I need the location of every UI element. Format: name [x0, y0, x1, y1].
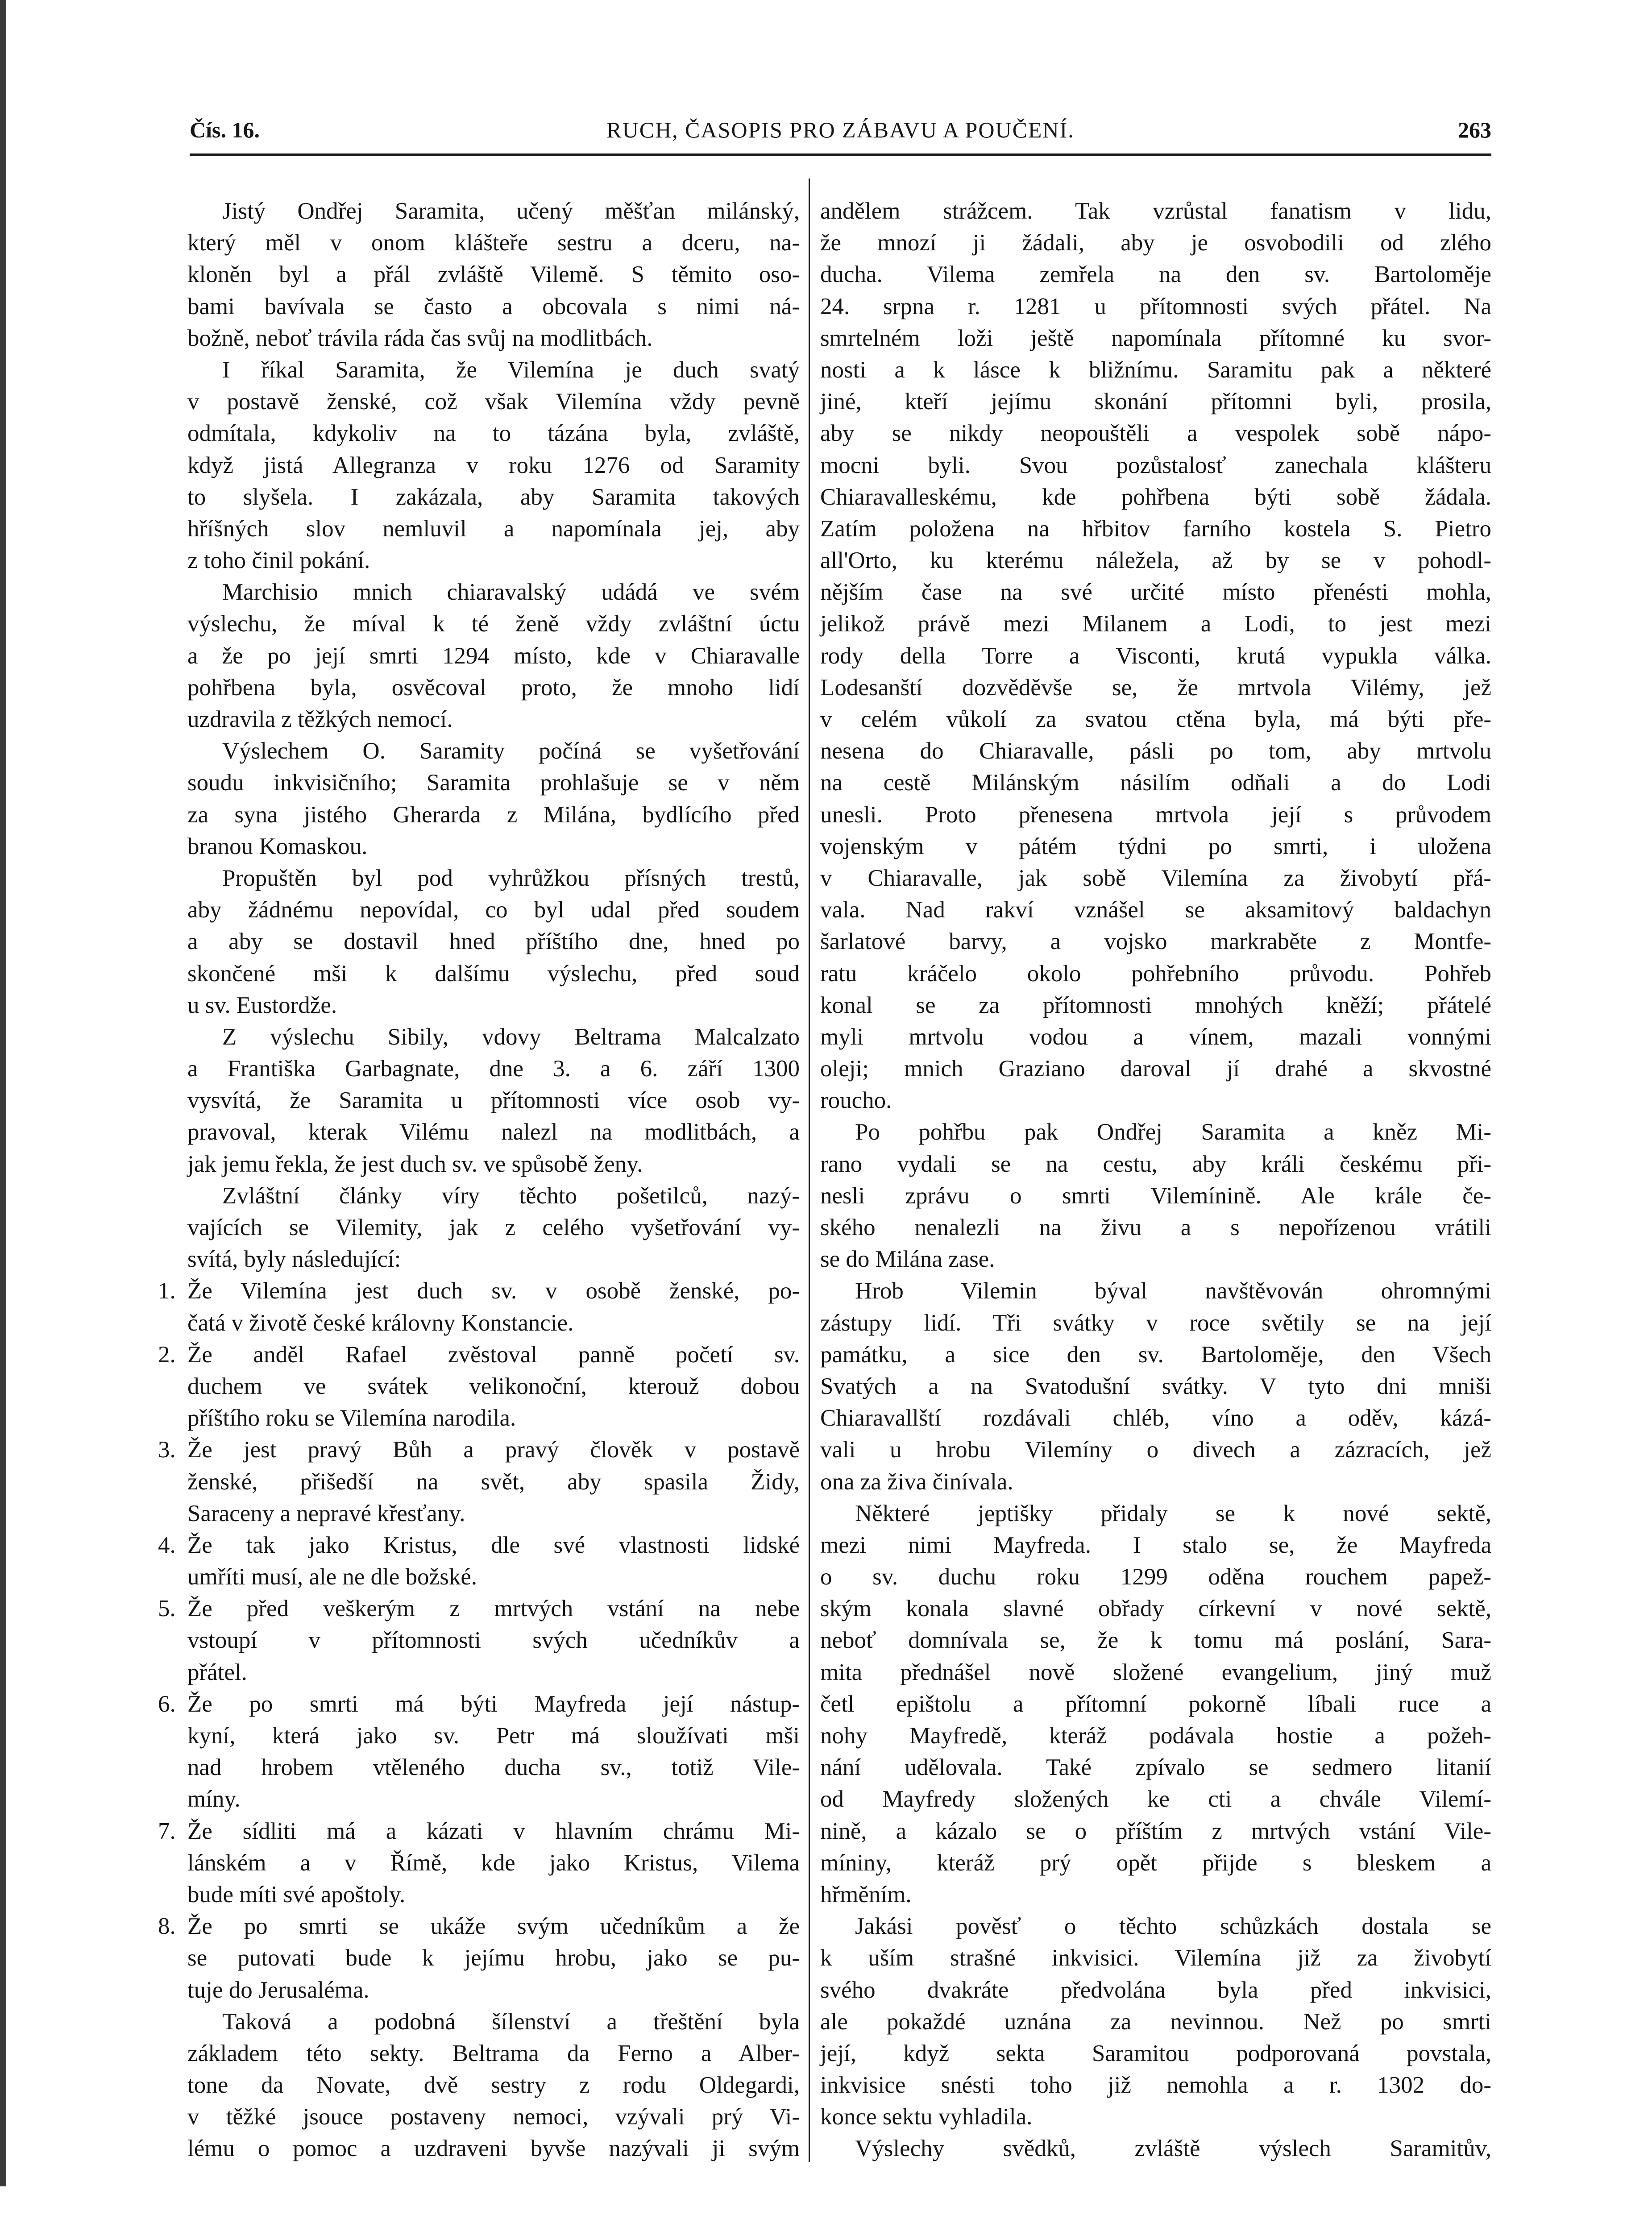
- line-text: Marchisio mnich chiaravalský udádá ve svém: [222, 579, 800, 605]
- line-text: all'Orto, ku kterému náležela, až by se v pohodl-: [820, 547, 1491, 574]
- text-line: [187, 1180, 800, 1212]
- list-number: 3.: [158, 1437, 176, 1463]
- list-item: [158, 1339, 800, 1435]
- line-text: Z výslechu Sibily, vdovy Beltrama Malcalzato: [222, 1024, 800, 1050]
- line-text: četl epištolu a přítomní pokorně líbali ruce a: [820, 1691, 1491, 1717]
- line-text: Svatých a na Svatodušní svátky. V tyto dni mniši: [820, 1373, 1491, 1399]
- paragraph: [187, 1180, 800, 1276]
- line-text: Že před veškerým z mrtvých vstání na nebe: [187, 1596, 800, 1622]
- left-column: [158, 195, 800, 2165]
- text-line: [187, 990, 800, 1021]
- line-text: konal se za přítomnosti mnohých kněží; přátelé: [820, 992, 1491, 1018]
- line-text: u sv. Eustordže.: [187, 992, 337, 1018]
- list-number: 1.: [158, 1278, 176, 1304]
- line-text: Že po smrti se ukáže svým učedníkům a že: [187, 1913, 800, 1940]
- text-line: [187, 1625, 800, 1656]
- line-text: o sv. duchu roku 1299 oděna rouchem papež-: [820, 1564, 1491, 1590]
- text-line: [820, 704, 1491, 735]
- text-line: [820, 1561, 1491, 1593]
- text-line: [187, 1942, 800, 1974]
- text-line: [187, 1021, 800, 1053]
- text-line: [820, 1911, 1491, 1942]
- line-text: se putovati bude k jejímu hrobu, jako se pu-: [187, 1945, 800, 1971]
- line-text: inkvisice snésti toho již nemohla a r. 1302 do-: [820, 2072, 1491, 2098]
- text-line: [820, 354, 1491, 386]
- text-line: [820, 1434, 1491, 1466]
- line-text: v Chiaravalle, jak sobě Vilemína za živobytí přá-: [820, 865, 1491, 891]
- line-text: v celém vůkolí za svatou ctěna byla, má býti pře-: [820, 706, 1491, 732]
- text-line: [187, 672, 800, 704]
- text-line: [820, 1974, 1491, 2006]
- line-text: kyní, která jako sv. Petr má sloužívati mši: [187, 1723, 800, 1749]
- line-text: uzdravila z těžkých nemocí.: [187, 706, 453, 732]
- line-text: čatá v životě české královny Konstancie.: [187, 1310, 574, 1336]
- text-line: [820, 418, 1491, 449]
- text-line: [820, 386, 1491, 418]
- line-text: od Mayfredy složených ke cti a chvále Vilemí-: [820, 1786, 1491, 1812]
- line-text: výslechu, že míval k té ženě vždy zvláštní úctu: [187, 611, 800, 637]
- journal-title: RUCH, ČASOPIS PRO ZÁBAVU A POUČENÍ.: [606, 117, 1075, 142]
- line-text: Že anděl Rafael zvěstoval panně početí sv.: [187, 1341, 800, 1368]
- line-text: Jistý Ondřej Saramita, učený měšťan milánský,: [222, 198, 800, 224]
- text-line: [187, 1847, 800, 1879]
- line-text: svého dvakráte předvolána byla před inkvisici,: [820, 1977, 1491, 2003]
- paragraph: [187, 863, 800, 1021]
- line-text: Jakási pověsť o těchto schůzkách dostala se: [855, 1913, 1491, 1940]
- line-text: na cestě Milánským násilím odňali a do Lodi: [820, 770, 1491, 796]
- line-text: ona za živa činívala.: [820, 1468, 1013, 1495]
- line-text: Lodesanští dozvěděvše se, že mrtvola Vilémy, jež: [820, 674, 1491, 701]
- line-text: Výslechem O. Saramity počíná se vyšetřování: [222, 738, 800, 764]
- text-line: [820, 1816, 1491, 1847]
- line-text: památku, a sice den sv. Bartoloměje, den Všech: [820, 1341, 1491, 1368]
- text-line: [820, 1053, 1491, 1085]
- line-text: který měl v onom klášteře sestru a dceru, na-: [187, 230, 800, 256]
- line-text: a že po její smrti 1294 místo, kde v Chiaravalle: [187, 643, 800, 669]
- line-text: rano vydali se na cestu, aby králi českému při-: [820, 1151, 1491, 1177]
- line-text: myli mrtvolu vodou a vínem, mazali vonnými: [820, 1024, 1491, 1050]
- list-item: [158, 1275, 800, 1339]
- header-rule: [190, 153, 1491, 156]
- text-line: [187, 481, 800, 513]
- paragraph: [187, 2006, 800, 2165]
- line-text: ským konala slavné obřady církevní v nové sektě,: [820, 1596, 1491, 1622]
- line-text: Chiaravalleskému, kde pohřbena býti sobě žádala.: [820, 484, 1491, 510]
- text-line: [820, 1752, 1491, 1783]
- text-line: [187, 1116, 800, 1148]
- line-text: jak jemu řekla, že jest duch sv. ve spůsobě ženy.: [187, 1151, 643, 1177]
- line-text: z toho činil pokání.: [187, 547, 370, 574]
- line-text: zástupy lidí. Tři svátky v roce světily se na její: [820, 1310, 1491, 1336]
- paragraph: [820, 1498, 1491, 1911]
- text-line: [187, 2133, 800, 2165]
- text-line: [187, 195, 800, 227]
- line-text: míniny, kteráž prý opět přijde s bleskem a: [820, 1849, 1491, 1876]
- line-text: za syna jistého Gherarda z Milána, bydlícího před: [187, 801, 800, 828]
- line-text: mita přednášel nově složené evangelium, jiný muž: [820, 1659, 1491, 1685]
- text-line: [187, 259, 800, 290]
- list-number: 6.: [158, 1691, 176, 1717]
- line-text: vysvítá, že Saramita u přítomnosti více osob vy-: [187, 1087, 800, 1114]
- text-line: [820, 1466, 1491, 1498]
- text-line: [820, 1625, 1491, 1656]
- paragraph: [820, 1116, 1491, 1275]
- line-text: nesena do Chiaravalle, pásli po tom, aby mrtvolu: [820, 738, 1491, 764]
- line-text: 24. srpna r. 1281 u přítomnosti svých přátel. Na: [820, 293, 1491, 319]
- scan-edge: [0, 0, 6, 2186]
- text-line: [820, 513, 1491, 545]
- text-line: [187, 1561, 800, 1593]
- line-text: ského nenalezli na živu a s nepořízenou vrátili: [820, 1215, 1491, 1240]
- line-text: její, když sekta Saramitou podporovaná povstala,: [820, 2040, 1491, 2066]
- text-line: [187, 450, 800, 481]
- text-line: [158, 1593, 800, 1625]
- text-line: [820, 926, 1491, 958]
- text-line: [187, 1752, 800, 1783]
- line-text: duchem ve svátek velikonoční, kterouž dobou: [187, 1373, 800, 1399]
- line-text: to slyšela. I zakázala, aby Saramita takových: [187, 484, 800, 510]
- line-text: odmítala, kdykoliv na to tázána byla, zvláště,: [187, 420, 800, 447]
- text-line: [187, 958, 800, 990]
- line-text: Taková a podobná šílenství a třeštění byla: [222, 2008, 800, 2035]
- text-line: [820, 1180, 1491, 1212]
- text-line: [820, 990, 1491, 1021]
- text-line: [187, 1244, 800, 1275]
- text-line: [820, 1783, 1491, 1815]
- paragraph: [820, 195, 1491, 1116]
- line-text: mezi nimi Mayfreda. I stalo se, že Mayfreda: [820, 1532, 1491, 1558]
- line-text: Některé jeptišky přidaly se k nové sektě,: [855, 1500, 1491, 1526]
- text-line: [187, 1149, 800, 1180]
- list-number: 5.: [158, 1596, 176, 1622]
- text-line: [820, 735, 1491, 767]
- list-item: [158, 1816, 800, 1911]
- text-line: [187, 799, 800, 831]
- line-text: jelikož právě mezi Milanem a Lodi, to jest mezi: [820, 611, 1491, 637]
- text-line: [187, 1498, 800, 1530]
- text-line: [820, 672, 1491, 704]
- line-text: přátel.: [187, 1659, 247, 1685]
- text-line: [187, 513, 800, 545]
- line-text: andělem strážcem. Tak vzrůstal fanatism v lidu,: [820, 198, 1491, 224]
- line-text: rody della Torre a Visconti, krutá vypukla válka.: [820, 643, 1491, 669]
- text-line: [187, 735, 800, 767]
- text-line: [158, 1688, 800, 1720]
- text-line: [820, 799, 1491, 831]
- text-line: [187, 576, 800, 608]
- line-text: nesli zprávu o smrti Vilemínině. Ale krále če-: [820, 1182, 1491, 1209]
- text-line: [820, 227, 1491, 259]
- text-line: [187, 767, 800, 799]
- line-text: nosti a k lásce k bližnímu. Saramitu pak a některé: [820, 357, 1491, 383]
- text-line: [820, 1847, 1491, 1879]
- text-line: [187, 545, 800, 576]
- text-line: [158, 1275, 800, 1307]
- line-text: nohy Mayfredě, kteráž podávala hostie a požeh-: [820, 1723, 1491, 1749]
- line-text: ženské, přišedší na svět, aby spasila Židy,: [187, 1468, 800, 1495]
- text-line: [820, 1339, 1491, 1371]
- line-text: neboť domnívala se, že k tomu má poslání, Sara-: [820, 1627, 1491, 1654]
- text-line: [820, 576, 1491, 608]
- line-text: Saraceny a nepravé křesťany.: [187, 1500, 465, 1526]
- text-line: [187, 323, 800, 354]
- text-line: [187, 608, 800, 640]
- text-line: [820, 640, 1491, 672]
- text-line: [820, 2006, 1491, 2038]
- line-text: vala. Nad rakví vznášel se aksamitový baldachyn: [820, 897, 1491, 923]
- text-line: [820, 450, 1491, 481]
- paragraph: [187, 1021, 800, 1180]
- paragraph: [187, 735, 800, 863]
- text-line: [820, 1116, 1491, 1148]
- text-line: [187, 227, 800, 259]
- line-text: smrtelném loži ještě napomínala přítomné ku svor-: [820, 325, 1491, 351]
- text-line: [158, 1434, 800, 1466]
- line-text: hřměním.: [820, 1881, 912, 1908]
- text-line: [187, 386, 800, 418]
- text-line: [820, 291, 1491, 323]
- line-text: příštího roku se Vilemína narodila.: [187, 1405, 516, 1431]
- text-line: [187, 831, 800, 863]
- text-line: [187, 1879, 800, 1911]
- text-line: [187, 291, 800, 323]
- paragraph: [187, 195, 800, 354]
- list-item: [158, 1911, 800, 2006]
- text-line: [820, 1371, 1491, 1402]
- paragraph: [187, 354, 800, 576]
- text-line: [187, 2069, 800, 2101]
- text-line: [187, 863, 800, 894]
- line-text: Chiaravallští rozdávali chléb, víno a oděv, kázá-: [820, 1405, 1491, 1431]
- line-text: Po pohřbu pak Ondřej Saramita a kněz Mi-: [855, 1119, 1491, 1145]
- text-line: [187, 418, 800, 449]
- line-text: tone da Novate, dvě sestry z rodu Oldegardi,: [187, 2072, 800, 2098]
- text-line: [187, 2038, 800, 2069]
- text-line: [820, 1149, 1491, 1180]
- text-line: [820, 2101, 1491, 2133]
- line-text: aby se nikdy neopouštěli a vespolek sobě nápo-: [820, 420, 1491, 447]
- text-line: [820, 1085, 1491, 1116]
- line-text: Že po smrti má býti Mayfreda její nástup-: [187, 1691, 800, 1717]
- text-line: [820, 863, 1491, 894]
- text-line: [820, 259, 1491, 290]
- text-line: [187, 1466, 800, 1498]
- list-number: 7.: [158, 1818, 176, 1844]
- text-line: [187, 2101, 800, 2133]
- line-text: Že jest pravý Bůh a pravý člověk v postavě: [187, 1437, 800, 1463]
- text-line: [820, 1657, 1491, 1688]
- line-text: bami bavívala se často a obcovala s nimi ná-: [187, 293, 800, 319]
- text-line: [820, 831, 1491, 863]
- line-text: unesli. Proto přenesena mrtvola její s průvodem: [820, 801, 1491, 828]
- text-line: [187, 704, 800, 735]
- line-text: kloněn byl a přál zvláště Vilemě. S těmito oso-: [187, 261, 800, 288]
- line-text: aby žádnému nepovídal, co byl udal před soudem: [187, 897, 800, 923]
- text-line: [187, 1307, 800, 1339]
- line-text: skončené mši k dalšímu výslechu, před soud: [187, 960, 800, 987]
- text-line: [820, 1212, 1491, 1244]
- list-item: [158, 1530, 800, 1593]
- line-text: konce sektu vyhladila.: [820, 2104, 1033, 2130]
- line-text: vstoupí v přítomnosti svých učedníkův a: [187, 1627, 800, 1654]
- line-text: oleji; mnich Graziano daroval jí drahé a skvostné: [820, 1056, 1491, 1082]
- text-line: [820, 2133, 1491, 2165]
- text-line: [820, 767, 1491, 799]
- list-item: [158, 1434, 800, 1530]
- line-text: nání udělovala. Také zpívalo se sedmero litanií: [820, 1754, 1491, 1781]
- line-text: a Františka Garbagnate, dne 3. a 6. září 1300: [187, 1056, 800, 1082]
- list-item: [158, 1688, 800, 1816]
- text-line: [820, 1244, 1491, 1275]
- text-line: [820, 1402, 1491, 1434]
- line-text: základem této sekty. Beltrama da Ferno a Alber-: [187, 2040, 800, 2066]
- line-text: vojenským v pátém týdni po smrti, i uložena: [820, 833, 1491, 859]
- text-line: [158, 1339, 800, 1371]
- line-text: když jistá Allegranza v roku 1276 od Saramity: [187, 452, 800, 478]
- line-text: vajících se Vilemity, jak z celého vyšetřování vy-: [187, 1215, 800, 1240]
- text-line: [187, 1085, 800, 1116]
- line-text: nějším čase na své určité místo přenésti mohla,: [820, 579, 1491, 605]
- text-line: [820, 1942, 1491, 1974]
- text-line: [820, 2069, 1491, 2101]
- line-text: k uším strašné inkvisici. Vilemína již za živobytí: [820, 1945, 1491, 1971]
- line-text: soudu inkvisičního; Saramita prohlašuje se v něm: [187, 770, 800, 796]
- text-line: [820, 545, 1491, 576]
- text-line: [820, 1307, 1491, 1339]
- line-text: umříti musí, ale ne dle božské.: [187, 1564, 477, 1590]
- text-line: [820, 1688, 1491, 1720]
- text-line: [187, 1783, 800, 1815]
- line-text: lému o pomoc a uzdraveni byvše nazývali ji svým: [187, 2136, 800, 2162]
- text-line: [820, 1498, 1491, 1530]
- line-text: Že tak jako Kristus, dle své vlastnosti lidské: [187, 1532, 800, 1558]
- line-text: ale pokaždé uznána za nevinnou. Než po smrti: [820, 2008, 1491, 2035]
- text-line: [187, 1720, 800, 1752]
- text-line: [187, 894, 800, 926]
- text-line: [820, 1021, 1491, 1053]
- text-line: [187, 1974, 800, 2006]
- line-text: branou Komaskou.: [187, 833, 368, 859]
- line-text: svítá, byly následující:: [187, 1246, 401, 1273]
- line-text: v postavě ženské, což však Vilemína vždy pevně: [187, 389, 800, 415]
- line-text: šarlatové barvy, a vojsko markraběte z Montfe-: [820, 929, 1491, 955]
- line-text: tuje do Jerusaléma.: [187, 1977, 369, 2003]
- text-line: [187, 354, 800, 386]
- line-text: ducha. Vilema zemřela na den sv. Bartoloměje: [820, 261, 1491, 288]
- text-line: [187, 926, 800, 958]
- text-line: [820, 1593, 1491, 1625]
- text-line: [820, 1720, 1491, 1752]
- line-text: nině, a kázalo se o příštím z mrtvých vstání Vile-: [820, 1818, 1491, 1844]
- line-text: pravoval, kterak Vilému nalezl na modlitbách, a: [187, 1119, 800, 1145]
- line-text: jiné, kteří jejímu skonání přítomni byli, prosila,: [820, 389, 1491, 415]
- list-number: 8.: [158, 1913, 176, 1940]
- text-line: [187, 2006, 800, 2038]
- text-line: [187, 1053, 800, 1085]
- page-number: 263: [1458, 117, 1491, 142]
- line-text: Že Vilemína jest duch sv. v osobě ženské, po-: [187, 1278, 800, 1304]
- text-line: [820, 195, 1491, 227]
- text-line: [820, 608, 1491, 640]
- right-column: [820, 195, 1491, 2165]
- line-text: I říkal Saramita, že Vilemína je duch svatý: [222, 357, 800, 383]
- line-text: ratu kráčelo okolo pohřebního průvodu. Pohřeb: [820, 960, 1491, 987]
- text-line: [820, 1530, 1491, 1561]
- line-text: Zvláštní články víry těchto pošetilců, nazý-: [222, 1182, 800, 1209]
- text-line: [187, 1371, 800, 1402]
- line-text: se do Milána zase.: [820, 1246, 995, 1273]
- text-line: [187, 640, 800, 672]
- text-line: [820, 1275, 1491, 1307]
- line-text: pohřbena byla, osvěcoval proto, že mnoho lidí: [187, 674, 800, 701]
- line-text: božně, neboť trávila ráda čas svůj na modlitbách.: [187, 325, 653, 351]
- text-line: [158, 1816, 800, 1847]
- line-text: že mnozí ji žádali, aby je osvobodili od zlého: [820, 230, 1491, 256]
- paragraph: [820, 1275, 1491, 1497]
- paragraph: [820, 1911, 1491, 2133]
- text-line: [820, 894, 1491, 926]
- paragraph: [820, 2133, 1491, 2165]
- text-line: [187, 1212, 800, 1244]
- line-text: Že sídliti má a kázati v hlavním chrámu Mi-: [187, 1818, 800, 1844]
- running-header: [190, 117, 1491, 148]
- paragraph: [187, 576, 800, 735]
- text-line: [187, 1402, 800, 1434]
- list-number: 2.: [158, 1341, 176, 1368]
- list-item: [158, 1593, 800, 1688]
- line-text: mocni byli. Svou pozůstalosť zanechala klášteru: [820, 452, 1491, 478]
- line-text: Výslechy svědků, zvláště výslech Saramitův,: [855, 2136, 1491, 2162]
- line-text: Zatím položena na hřbitov farního kostela S. Pietro: [820, 515, 1491, 542]
- text-line: [158, 1911, 800, 1942]
- text-line: [820, 1879, 1491, 1911]
- line-text: a aby se dostavil hned příštího dne, hned po: [187, 929, 800, 955]
- line-text: lánském a v Římě, kde jako Kristus, Vilema: [187, 1849, 800, 1876]
- line-text: nad hrobem vtěleného ducha sv., totiž Vile-: [187, 1754, 800, 1781]
- text-line: [820, 481, 1491, 513]
- text-line: [187, 1657, 800, 1688]
- line-text: míny.: [187, 1786, 241, 1812]
- issue-number: Čís. 16.: [190, 117, 260, 142]
- text-line: [158, 1530, 800, 1561]
- line-text: vali u hrobu Vilemíny o divech a zázracích, jež: [820, 1437, 1491, 1463]
- column-divider: [809, 178, 810, 2162]
- line-text: Hrob Vilemin býval navštěvován ohromnými: [855, 1278, 1491, 1304]
- text-line: [820, 958, 1491, 990]
- line-text: Propuštěn byl pod vyhrůžkou přísných trestů,: [222, 865, 800, 891]
- line-text: hříšných slov nemluvil a napomínala jej, aby: [187, 515, 800, 542]
- list-number: 4.: [158, 1532, 176, 1558]
- line-text: v těžké jsouce postaveny nemoci, vzývali prý Vi-: [187, 2104, 800, 2130]
- text-line: [820, 323, 1491, 354]
- text-line: [820, 2038, 1491, 2069]
- line-text: roucho.: [820, 1087, 892, 1114]
- line-text: bude míti své apoštoly.: [187, 1881, 406, 1908]
